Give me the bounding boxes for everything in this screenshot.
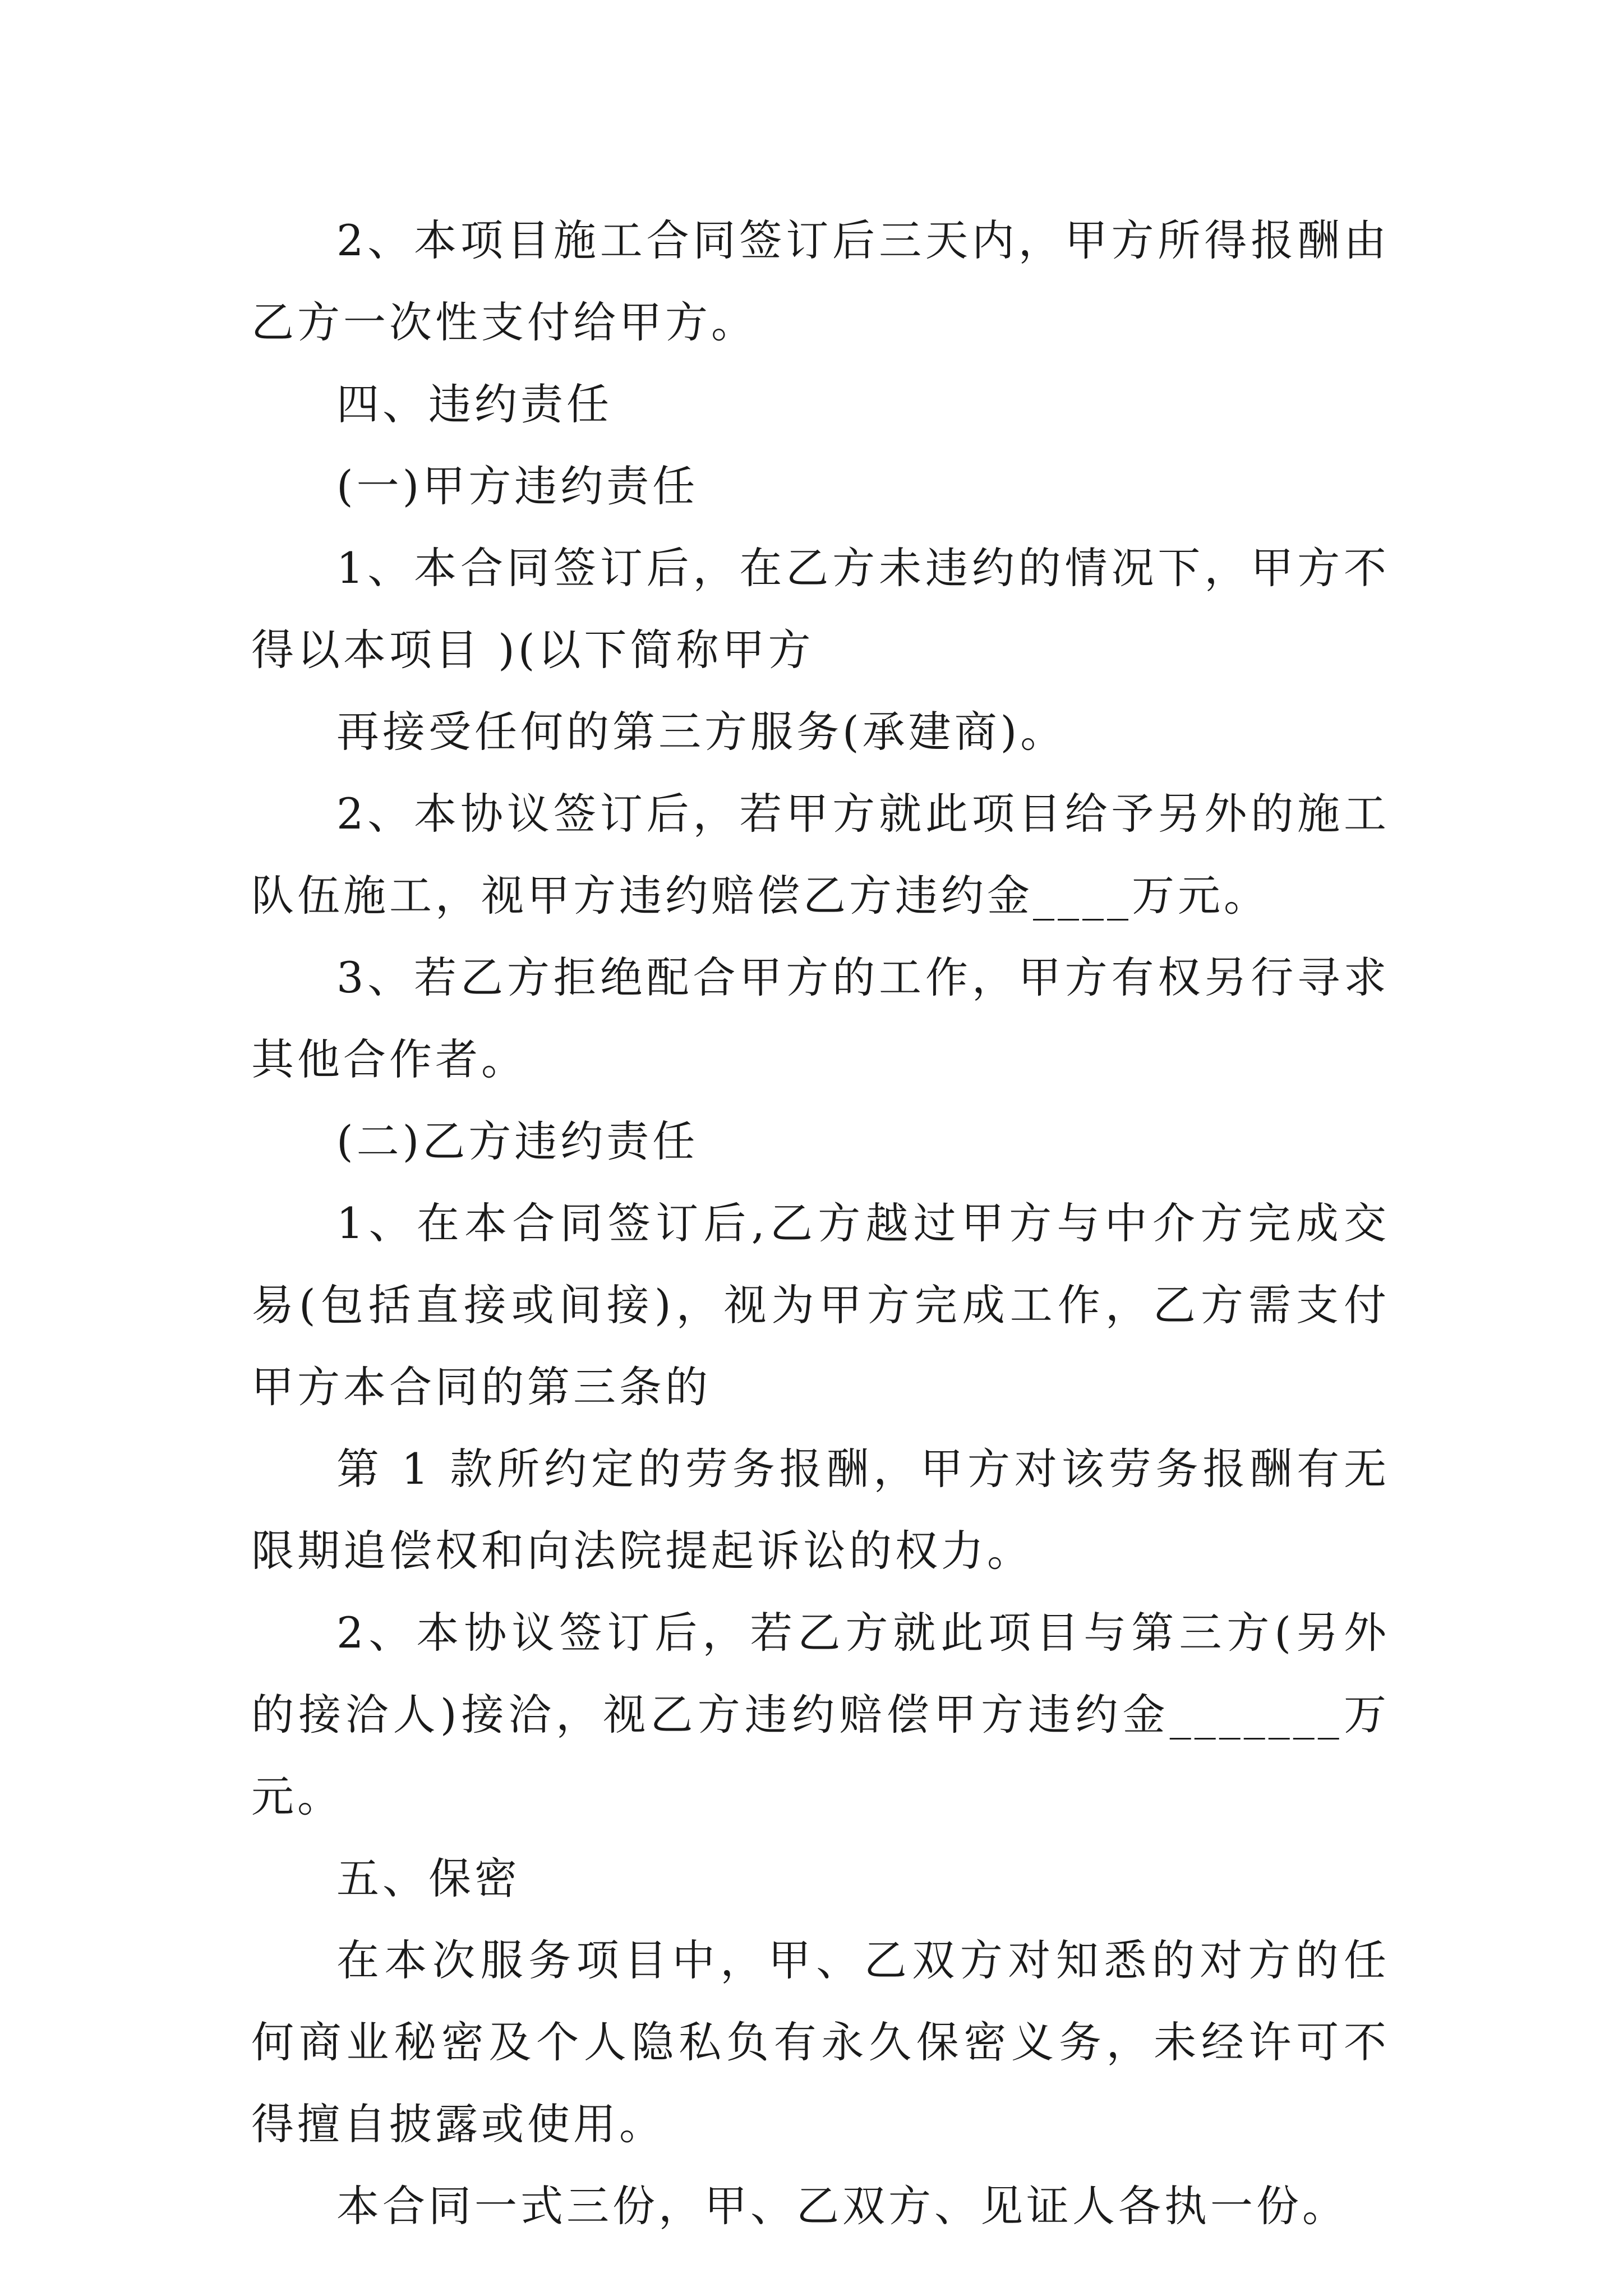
heading-breach-liability: 四、违约责任 — [336, 379, 612, 429]
subheading-party-b-breach: (二)乙方违约责任 — [336, 1116, 699, 1166]
paragraph-copies: 本合同一式三份，甲、乙双方、见证人各执一份。 — [336, 2181, 1348, 2231]
paragraph-confidentiality: 在本次服务项目中，甲、乙双方对知悉的对方的任何商业秘密及个人隐私负有永久保密义务，未经许可不得擅自披露或使用。 — [251, 1935, 1390, 2149]
paragraph-party-b-clause-2: 2、本协议签订后，若乙方就此项目与第三方(另外的接洽人)接洽，视乙方违约赔偿甲方违约金_______万元。 — [251, 1608, 1390, 1821]
paragraph-party-b-clause-1-cont: 第 1 款所约定的劳务报酬，甲方对该劳务报酬有无限期追偿权和向法院提起诉讼的权力。 — [251, 1444, 1390, 1576]
paragraph-payment-term: 2、本项目施工合同签订后三天内，甲方所得报酬由乙方一次性支付给甲方。 — [251, 215, 1390, 347]
paragraph-party-a-clause-1: 1、本合同签订后，在乙方未违约的情况下，甲方不得以本项目 )(以下简称甲方 — [251, 543, 1390, 675]
subheading-party-a-breach: (一)甲方违约责任 — [336, 461, 699, 511]
paragraph-party-a-clause-2: 2、本协议签订后，若甲方就此项目给予另外的施工队伍施工，视甲方违约赔偿乙方违约金____万元。 — [251, 789, 1390, 921]
paragraph-party-b-clause-1: 1、在本合同签订后,乙方越过甲方与中介方完成交易(包括直接或间接)，视为甲方完成工作，乙方需支付甲方本合同的第三条的 — [251, 1198, 1390, 1412]
paragraph-party-a-clause-3: 3、若乙方拒绝配合甲方的工作，甲方有权另行寻求其他合作者。 — [251, 953, 1390, 1084]
paragraph-party-a-clause-1-cont: 再接受任何的第三方服务(承建商)。 — [336, 707, 1067, 757]
heading-confidentiality: 五、保密 — [336, 1853, 520, 1903]
document-body — [251, 200, 1390, 2247]
